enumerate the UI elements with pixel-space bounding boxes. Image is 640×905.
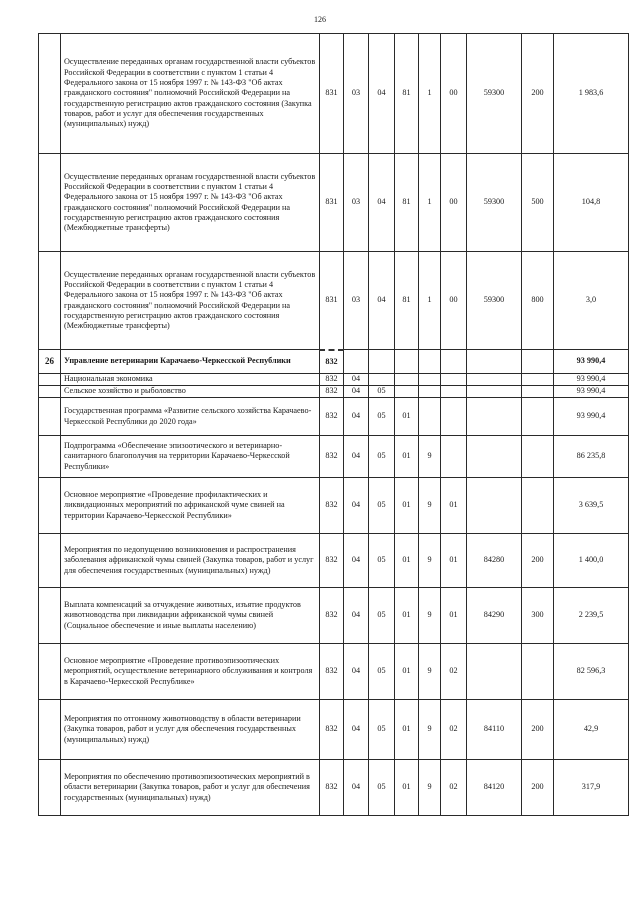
section-code-cell: 04 <box>344 478 369 534</box>
item-name-cell: Осуществление переданных органам государственной власти субъектов Российской Федерации в соответствии с пунктом 1 статьи 4 Федерального закона от 15 ноября 1997 г. № 143-ФЗ "Об актах гражданского состояния" полномочий Российской Федерации на государственную регистрацию актов гражданского состояния (Закупка товаров, работ и услуг для обеспечения государственных (муниципальных) нужд) <box>61 34 320 154</box>
row-number-cell: 26 <box>39 350 61 374</box>
amount-cell: 93 990,4 <box>554 350 629 374</box>
program-code-cell: 01 <box>395 700 419 760</box>
program-code-cell: 01 <box>395 760 419 816</box>
table-row <box>39 436 629 478</box>
subprogram-code-cell: 1 <box>419 252 441 350</box>
ministry-code-cell: 832 <box>320 386 344 398</box>
expense-type-cell: 200 <box>522 760 554 816</box>
direction-code-cell <box>467 374 522 386</box>
direction-code-cell <box>467 644 522 700</box>
direction-code-cell: 59300 <box>467 34 522 154</box>
section-code-cell: 04 <box>344 386 369 398</box>
item-name-cell: Выплата компенсаций за отчуждение животных, изъятие продуктов животноводства при ликвидации африканской чумы свиней (Социальное обеспечение и иные выплаты населению) <box>61 588 320 644</box>
subprogram-code-cell: 1 <box>419 154 441 252</box>
event-code-cell <box>441 350 467 374</box>
ministry-code-cell: 832 <box>320 436 344 478</box>
amount-cell: 1 983,6 <box>554 34 629 154</box>
subsection-code-cell: 05 <box>369 398 395 436</box>
row-number-cell <box>39 154 61 252</box>
subsection-code-cell <box>369 374 395 386</box>
ministry-code-cell: 831 <box>320 34 344 154</box>
ministry-code-cell: 832 <box>320 588 344 644</box>
subsection-code-cell <box>369 350 395 374</box>
row-number-cell <box>39 252 61 350</box>
item-name-cell: Мероприятия по недопущению возникновения и распространения заболевания африканской чумы свиней (Закупка товаров, работ и услуг для обеспечения государственных (муниципальных) нужд) <box>61 534 320 588</box>
subsection-code-cell: 05 <box>369 760 395 816</box>
table-row <box>39 350 629 374</box>
subprogram-code-cell: 9 <box>419 644 441 700</box>
subprogram-code-cell <box>419 374 441 386</box>
expense-type-cell: 300 <box>522 588 554 644</box>
direction-code-cell <box>467 350 522 374</box>
program-code-cell: 81 <box>395 154 419 252</box>
subprogram-code-cell: 9 <box>419 534 441 588</box>
ministry-code-cell: 832 <box>320 350 344 374</box>
expense-type-cell <box>522 478 554 534</box>
amount-cell: 1 400,0 <box>554 534 629 588</box>
expense-type-cell: 800 <box>522 252 554 350</box>
ministry-code-cell: 832 <box>320 374 344 386</box>
direction-code-cell <box>467 398 522 436</box>
section-code-cell: 03 <box>344 252 369 350</box>
section-code-cell: 04 <box>344 436 369 478</box>
item-name-cell: Осуществление переданных органам государственной власти субъектов Российской Федерации в соответствии с пунктом 1 статьи 4 Федерального закона от 15 ноября 1997 г. № 143-ФЗ "Об актах гражданского состояния" полномочий Российской Федерации на государственную регистрацию актов гражданского состояния (Межбюджетные трансферты) <box>61 252 320 350</box>
row-number-cell <box>39 398 61 436</box>
table-row <box>39 386 629 398</box>
ministry-code-cell: 832 <box>320 700 344 760</box>
expense-type-cell <box>522 374 554 386</box>
ministry-code-cell: 832 <box>320 644 344 700</box>
item-name-cell: Основное мероприятие «Проведение профилактических и ликвидационных мероприятий по африканской чуме свиней на территории Карачаево-Черкесской Республики» <box>61 478 320 534</box>
budget-table <box>38 33 629 816</box>
direction-code-cell: 84110 <box>467 700 522 760</box>
program-code-cell: 01 <box>395 588 419 644</box>
amount-cell: 3 639,5 <box>554 478 629 534</box>
ministry-code-cell: 831 <box>320 154 344 252</box>
page-number: 126 <box>314 15 326 24</box>
event-code-cell <box>441 398 467 436</box>
amount-cell: 82 596,3 <box>554 644 629 700</box>
event-code-cell: 00 <box>441 34 467 154</box>
program-code-cell: 81 <box>395 252 419 350</box>
item-name-cell: Мероприятия по обеспечению противоэпизоотических мероприятий в области ветеринарии (Закупка товаров, работ и услуг для обеспечения государственных (муниципальных) нужд) <box>61 760 320 816</box>
row-number-cell <box>39 34 61 154</box>
event-code-cell: 02 <box>441 760 467 816</box>
row-number-cell <box>39 386 61 398</box>
expense-type-cell: 200 <box>522 34 554 154</box>
program-code-cell: 01 <box>395 644 419 700</box>
item-name-cell: Осуществление переданных органам государственной власти субъектов Российской Федерации в соответствии с пунктом 1 статьи 4 Федерального закона от 15 ноября 1997 г. № 143-ФЗ "Об актах гражданского состояния" полномочий Российской Федерации на государственную регистрацию актов гражданского состояния (Межбюджетные трансферты) <box>61 154 320 252</box>
table-row <box>39 252 629 350</box>
program-code-cell: 01 <box>395 436 419 478</box>
subsection-code-cell: 04 <box>369 154 395 252</box>
subprogram-code-cell: 9 <box>419 760 441 816</box>
amount-cell: 317,9 <box>554 760 629 816</box>
event-code-cell <box>441 374 467 386</box>
row-number-cell <box>39 700 61 760</box>
table-row <box>39 700 629 760</box>
event-code-cell <box>441 436 467 478</box>
expense-type-cell: 200 <box>522 700 554 760</box>
table-row <box>39 534 629 588</box>
expense-type-cell <box>522 644 554 700</box>
event-code-cell <box>441 386 467 398</box>
subprogram-code-cell <box>419 398 441 436</box>
item-name-cell: Государственная программа «Развитие сельского хозяйства Карачаево-Черкесской Республики до 2020 года» <box>61 398 320 436</box>
event-code-cell: 02 <box>441 700 467 760</box>
program-code-cell: 81 <box>395 34 419 154</box>
expense-type-cell <box>522 350 554 374</box>
table-row <box>39 760 629 816</box>
amount-cell: 2 239,5 <box>554 588 629 644</box>
item-name-cell: Сельское хозяйство и рыболовство <box>61 386 320 398</box>
subsection-code-cell: 05 <box>369 386 395 398</box>
amount-cell: 42,9 <box>554 700 629 760</box>
amount-cell: 93 990,4 <box>554 398 629 436</box>
section-code-cell <box>344 350 369 374</box>
item-name-cell: Подпрограмма «Обеспечение эпизоотического и ветеринарно-санитарного благополучия на территории Карачаево-Черкесской Республики» <box>61 436 320 478</box>
program-code-cell <box>395 374 419 386</box>
table-row <box>39 588 629 644</box>
direction-code-cell <box>467 386 522 398</box>
program-code-cell: 01 <box>395 398 419 436</box>
table-row <box>39 398 629 436</box>
subprogram-code-cell: 9 <box>419 588 441 644</box>
table-row <box>39 154 629 252</box>
section-code-cell: 04 <box>344 760 369 816</box>
section-code-cell: 04 <box>344 374 369 386</box>
expense-type-cell <box>522 386 554 398</box>
item-name-cell: Мероприятия по отгонному животноводству в области ветеринарии (Закупка товаров, работ и услуг для обеспечения государственных (муниципальных) нужд) <box>61 700 320 760</box>
ministry-code-cell: 832 <box>320 534 344 588</box>
ministry-code-cell: 832 <box>320 478 344 534</box>
row-number-cell <box>39 644 61 700</box>
ministry-code-cell: 832 <box>320 398 344 436</box>
amount-cell: 104,8 <box>554 154 629 252</box>
ministry-code-cell: 831 <box>320 252 344 350</box>
subsection-code-cell: 05 <box>369 644 395 700</box>
program-code-cell <box>395 386 419 398</box>
subsection-code-cell: 05 <box>369 436 395 478</box>
expense-type-cell <box>522 436 554 478</box>
row-number-cell <box>39 436 61 478</box>
direction-code-cell: 84120 <box>467 760 522 816</box>
subsection-code-cell: 04 <box>369 34 395 154</box>
table-row <box>39 374 629 386</box>
event-code-cell: 00 <box>441 252 467 350</box>
event-code-cell: 01 <box>441 478 467 534</box>
section-code-cell: 03 <box>344 154 369 252</box>
subsection-code-cell: 05 <box>369 700 395 760</box>
section-code-cell: 03 <box>344 34 369 154</box>
section-code-cell: 04 <box>344 534 369 588</box>
row-number-cell <box>39 478 61 534</box>
row-number-cell <box>39 534 61 588</box>
ministry-code-cell: 832 <box>320 760 344 816</box>
subprogram-code-cell: 9 <box>419 436 441 478</box>
direction-code-cell: 59300 <box>467 154 522 252</box>
amount-cell: 3,0 <box>554 252 629 350</box>
event-code-cell: 00 <box>441 154 467 252</box>
expense-type-cell: 200 <box>522 534 554 588</box>
event-code-cell: 01 <box>441 534 467 588</box>
program-code-cell: 01 <box>395 478 419 534</box>
direction-code-cell: 84280 <box>467 534 522 588</box>
event-code-cell: 02 <box>441 644 467 700</box>
section-code-cell: 04 <box>344 398 369 436</box>
program-code-cell <box>395 350 419 374</box>
row-number-cell <box>39 760 61 816</box>
direction-code-cell: 59300 <box>467 252 522 350</box>
section-code-cell: 04 <box>344 588 369 644</box>
item-name-cell: Основное мероприятие «Проведение противоэпизоотических мероприятий, осуществление ветеринарного обслуживания и контроля в Карачаево-Черкесской Республике» <box>61 644 320 700</box>
table-row <box>39 34 629 154</box>
amount-cell: 93 990,4 <box>554 374 629 386</box>
item-name-cell: Национальная экономика <box>61 374 320 386</box>
subprogram-code-cell: 9 <box>419 700 441 760</box>
subsection-code-cell: 04 <box>369 252 395 350</box>
section-code-cell: 04 <box>344 700 369 760</box>
subsection-code-cell: 05 <box>369 534 395 588</box>
expense-type-cell <box>522 398 554 436</box>
subsection-code-cell: 05 <box>369 478 395 534</box>
subprogram-code-cell: 1 <box>419 34 441 154</box>
direction-code-cell <box>467 436 522 478</box>
section-code-cell: 04 <box>344 644 369 700</box>
row-number-cell <box>39 588 61 644</box>
program-code-cell: 01 <box>395 534 419 588</box>
row-number-cell <box>39 374 61 386</box>
subsection-code-cell: 05 <box>369 588 395 644</box>
subprogram-code-cell <box>419 386 441 398</box>
direction-code-cell <box>467 478 522 534</box>
table-row <box>39 478 629 534</box>
event-code-cell: 01 <box>441 588 467 644</box>
direction-code-cell: 84290 <box>467 588 522 644</box>
amount-cell: 86 235,8 <box>554 436 629 478</box>
item-name-cell: Управление ветеринарии Карачаево-Черкесской Республики <box>61 350 320 374</box>
subprogram-code-cell: 9 <box>419 478 441 534</box>
table-row <box>39 644 629 700</box>
amount-cell: 93 990,4 <box>554 386 629 398</box>
subprogram-code-cell <box>419 350 441 374</box>
expense-type-cell: 500 <box>522 154 554 252</box>
